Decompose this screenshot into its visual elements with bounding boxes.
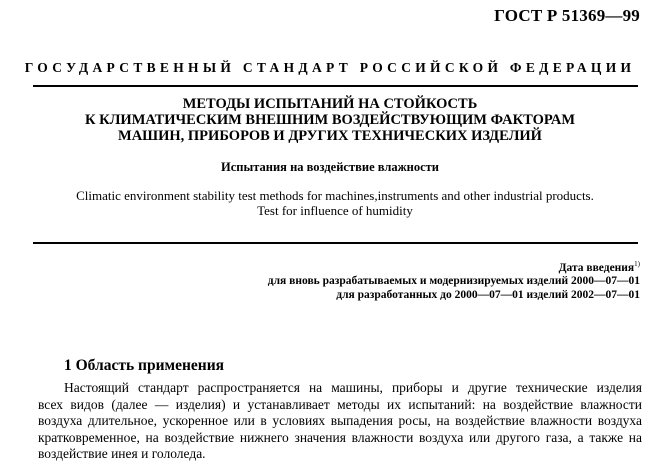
paragraph-line: всех видов (далее — изделия) и устанавливает методы их испытаний: на воздействие влажности — [38, 396, 642, 412]
introduction-dates — [268, 258, 640, 302]
title-line-1: МЕТОДЫ ИСПЫТАНИЙ НА СТОЙКОСТЬ — [182, 96, 478, 112]
document-number: ГОСТ Р 51369—99 — [494, 6, 640, 25]
title-line-2: К КЛИМАТИЧЕСКИМ ВНЕШНИМ ВОЗДЕЙСТВУЮЩИМ ФАКТОРАМ — [84, 112, 576, 128]
english-title-line-1: Climatic environment stability test methods for machines,instruments and other industrial products. — [76, 188, 594, 203]
introduction-label-row — [268, 258, 640, 275]
section-paragraph — [38, 380, 642, 463]
title-line-3: МАШИН, ПРИБОРОВ И ДРУГИХ ТЕХНИЧЕСКИХ ИЗДЕЛИЙ — [118, 128, 542, 144]
paragraph-line: воздействие инея и гололеда. — [38, 446, 206, 461]
paragraph-line: воздуха длительное, ускоренное или в условиях выпадения росы, на воздействие влажности воздуха — [38, 413, 642, 428]
paragraph-line: кратковременное, на воздействие нижнего значения влажности воздуха или другого газа, а также на — [38, 429, 642, 445]
introduction-date-new: для вновь разрабатываемых и модернизируемых изделий 2000—07—01 — [267, 275, 640, 288]
paragraph-line: Настоящий стандарт распространяется на машины, приборы и другие технические изделия — [64, 380, 642, 395]
middle-divider — [33, 242, 638, 244]
state-standard-banner: ГОСУДАРСТВЕННЫЙ СТАНДАРТ РОССИЙСКОЙ ФЕДЕРАЦИИ — [24, 60, 636, 75]
footnote-mark: 1) — [634, 260, 640, 268]
introduction-label: Дата введения — [558, 261, 635, 274]
section-heading: 1 Область применения — [64, 357, 225, 374]
document-title — [60, 96, 600, 144]
introduction-date-existing: для разработанных до 2000—07—01 изделий 2002—07—01 — [336, 288, 640, 301]
top-divider — [33, 85, 638, 87]
english-title-line-2: Test for influence of humidity — [257, 203, 413, 218]
document-subtitle: Испытания на воздействие влажности — [221, 160, 439, 174]
english-title — [30, 188, 640, 218]
